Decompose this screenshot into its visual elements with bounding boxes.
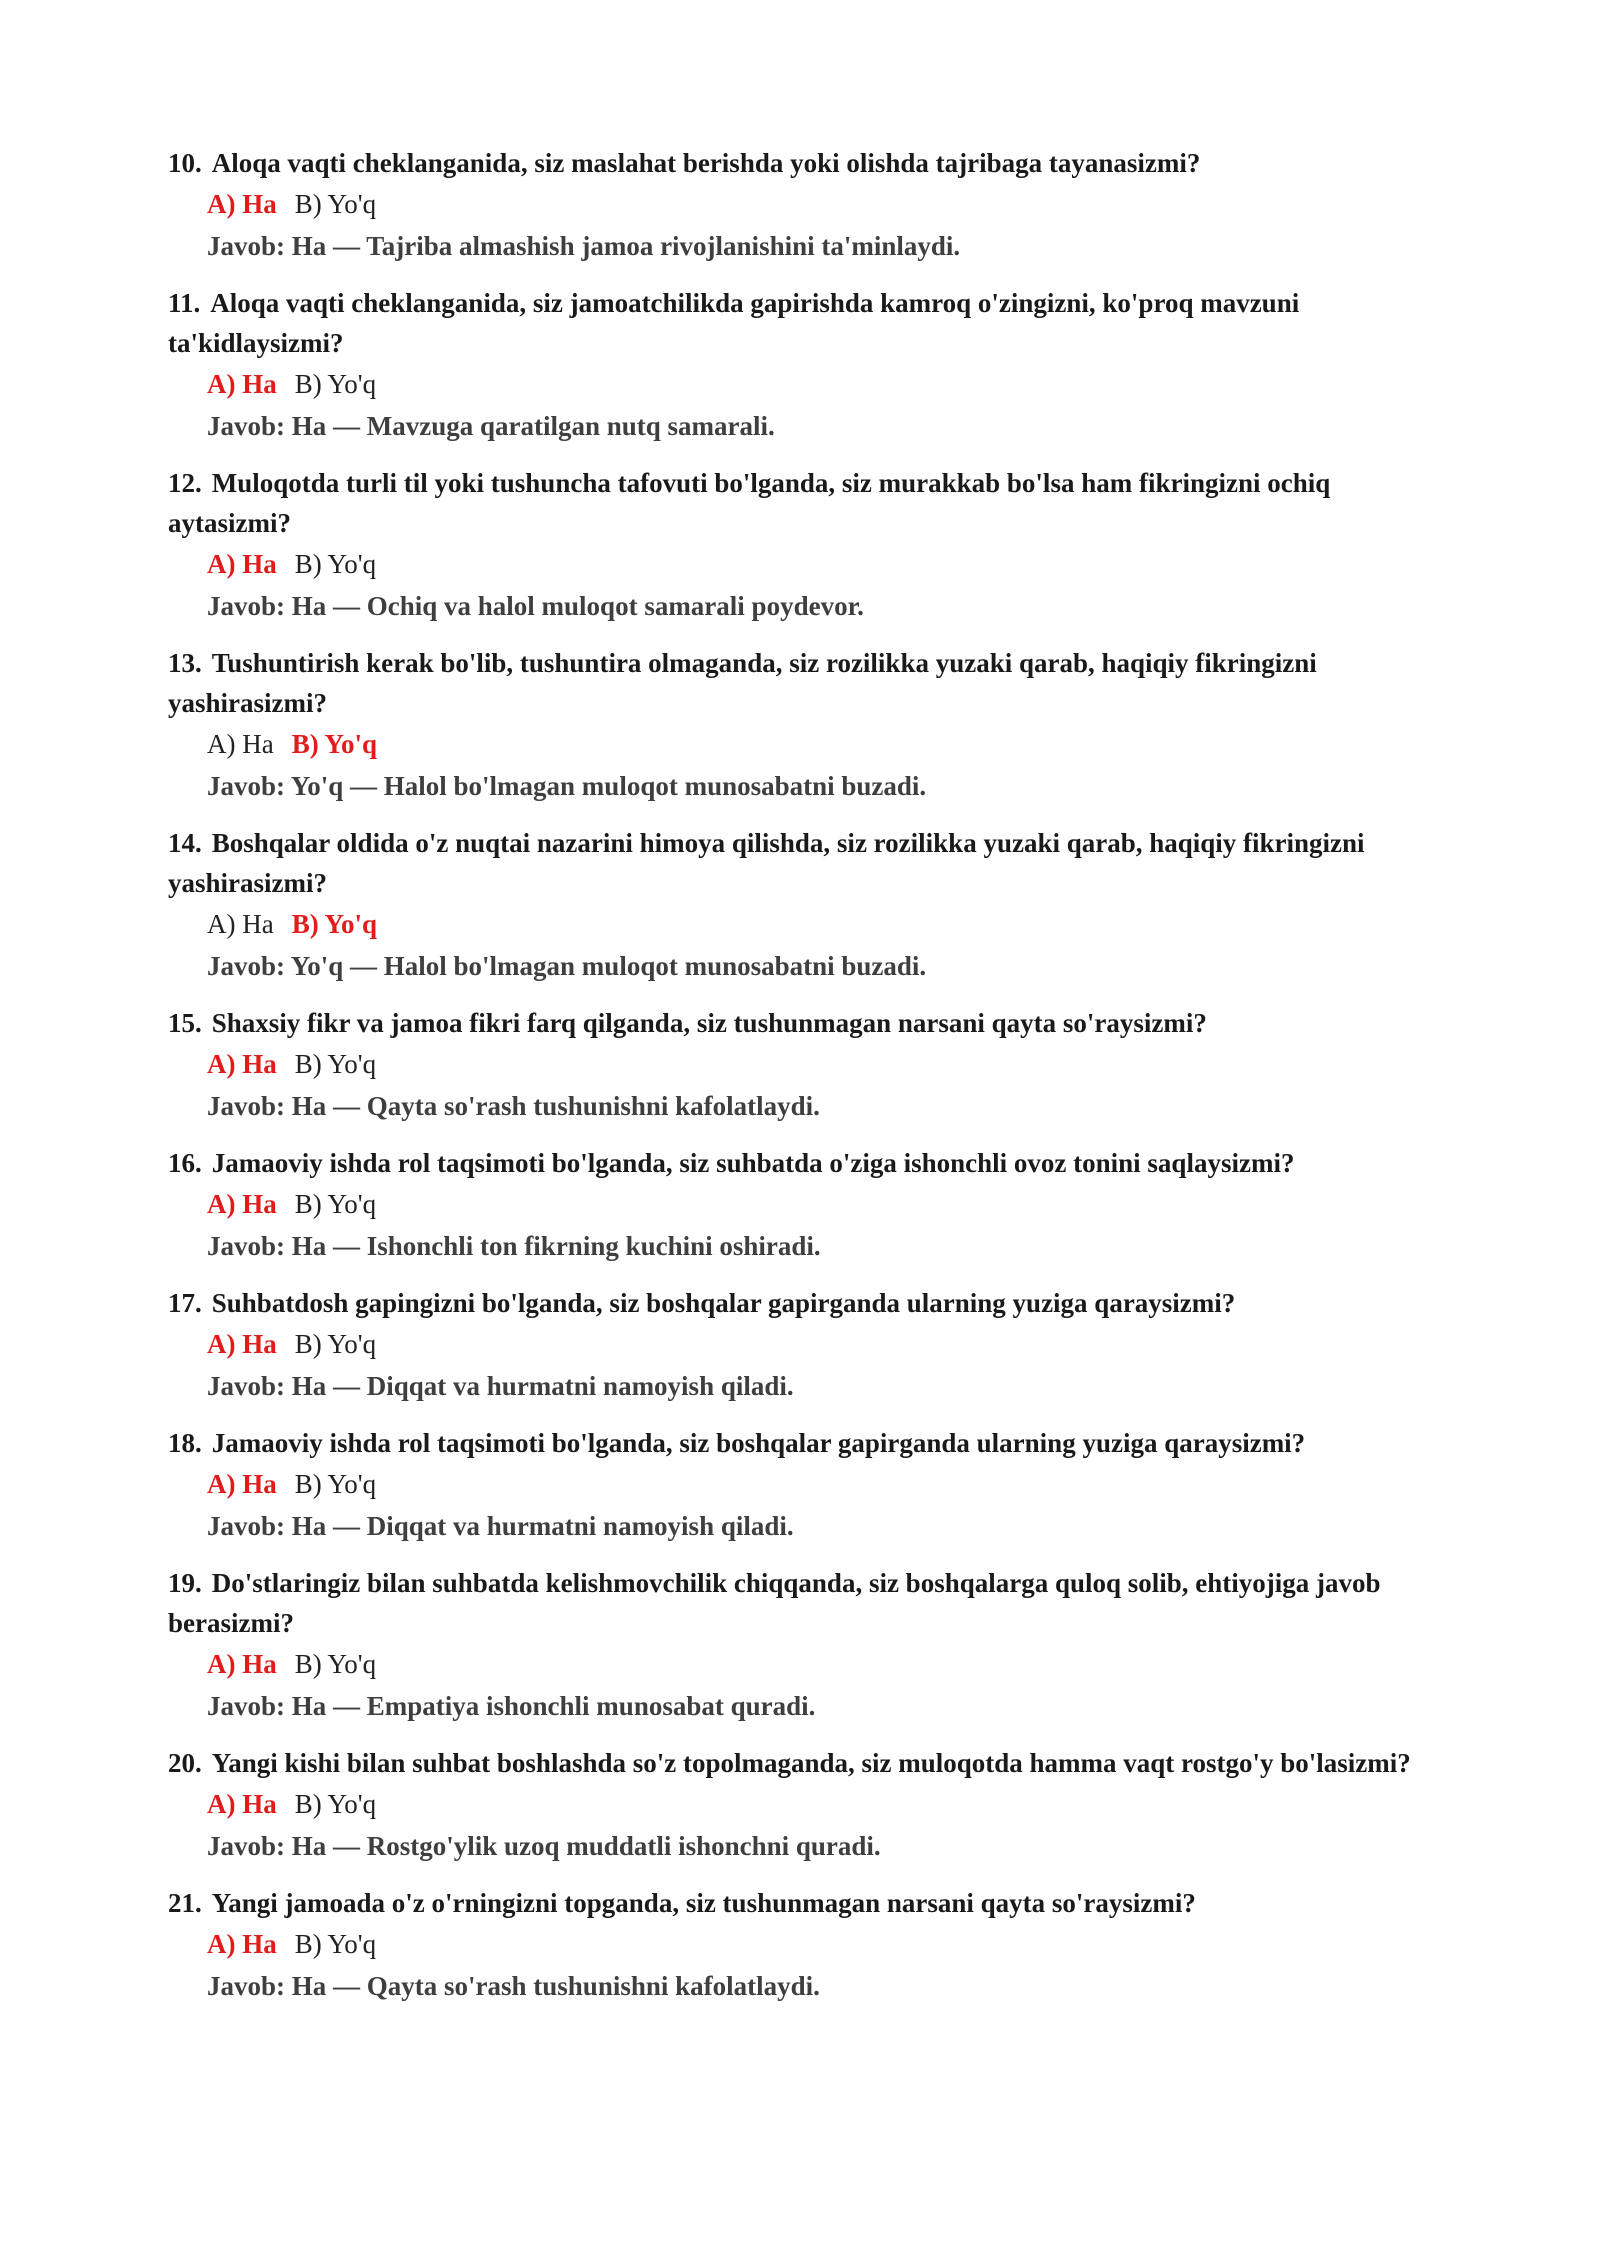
option-b: B) Yo'q <box>294 1329 377 1359</box>
question-text <box>168 1563 1440 1643</box>
question-text <box>168 143 1440 183</box>
option-a: A) Ha <box>207 1189 277 1219</box>
option-b: B) Yo'q <box>294 189 377 219</box>
question-body: Muloqotda turli til yoki tushuncha tafovuti bo'lganda, siz murakkab bo'lsa ham fikringizni ochiq aytasizmi? <box>168 468 1331 538</box>
question-text <box>168 1283 1440 1323</box>
answer-options <box>168 1643 1440 1685</box>
answer-explanation: Javob: Ha — Rostgo'ylik uzoq muddatli ishonchni quradi. <box>207 1831 881 1861</box>
option-b: B) Yo'q <box>294 1789 377 1819</box>
question-body: Shaxsiy fikr va jamoa fikri farq qilganda, siz tushunmagan narsani qayta so'raysizmi? <box>211 1008 1207 1038</box>
option-b: B) Yo'q <box>294 1649 377 1679</box>
question-item <box>168 283 1440 447</box>
question-body: Do'stlaringiz bilan suhbatda kelishmovchilik chiqqanda, siz boshqalarga quloq solib, ehtiyojiga javob berasizmi? <box>168 1568 1381 1638</box>
answer-explanation: Javob: Yo'q — Halol bo'lmagan muloqot munosabatni buzadi. <box>207 951 927 981</box>
question-body: Yangi kishi bilan suhbat boshlashda so'z topolmaganda, siz muloqotda hamma vaqt rostgo'y bo'lasizmi? <box>211 1748 1411 1778</box>
option-a: A) Ha <box>207 549 277 579</box>
answer-explanation: Javob: Ha — Qayta so'rash tushunishni kafolatlaydi. <box>207 1971 820 2001</box>
question-text <box>168 823 1440 903</box>
question-text <box>168 1143 1440 1183</box>
option-b: B) Yo'q <box>294 1929 377 1959</box>
question-item <box>168 1743 1440 1867</box>
option-a: A) Ha <box>207 729 274 759</box>
option-a: A) Ha <box>207 1789 277 1819</box>
question-item <box>168 1143 1440 1267</box>
answer-options <box>168 1043 1440 1085</box>
answer-options <box>168 363 1440 405</box>
question-text <box>168 1423 1440 1463</box>
option-a: A) Ha <box>207 1649 277 1679</box>
option-a: A) Ha <box>207 1049 277 1079</box>
answer-explanation: Javob: Ha — Ochiq va halol muloqot samarali poydevor. <box>207 591 864 621</box>
question-number: 12. <box>168 468 202 498</box>
question-item <box>168 1883 1440 2007</box>
answer-explanation: Javob: Ha — Mavzuga qaratilgan nutq samarali. <box>207 411 775 441</box>
option-a: A) Ha <box>207 1329 277 1359</box>
question-number: 14. <box>168 828 202 858</box>
question-body: Jamaoviy ishda rol taqsimoti bo'lganda, siz suhbatda o'ziga ishonchli ovoz tonini saqlaysizmi? <box>211 1148 1295 1178</box>
question-item <box>168 1563 1440 1727</box>
answer-options <box>168 1783 1440 1825</box>
question-number: 17. <box>168 1288 202 1318</box>
answer-options <box>168 723 1440 765</box>
answer-explanation: Javob: Ha — Diqqat va hurmatni namoyish qiladi. <box>207 1511 794 1541</box>
question-list <box>168 143 1440 2007</box>
question-number: 16. <box>168 1148 202 1178</box>
answer-explanation: Javob: Ha — Ishonchli ton fikrning kuchini oshiradi. <box>207 1231 821 1261</box>
answer-options <box>168 1323 1440 1365</box>
question-number: 13. <box>168 648 202 678</box>
answer-options <box>168 1463 1440 1505</box>
option-b: B) Yo'q <box>294 1189 377 1219</box>
question-number: 18. <box>168 1428 202 1458</box>
question-body: Aloqa vaqti cheklanganida, siz jamoatchilikda gapirishda kamroq o'zingizni, ko'proq mavzuni ta'kidlaysizmi? <box>168 288 1300 358</box>
question-text <box>168 1883 1440 1923</box>
option-b: B) Yo'q <box>294 1049 377 1079</box>
question-number: 19. <box>168 1568 202 1598</box>
question-number: 15. <box>168 1008 202 1038</box>
answer-explanation: Javob: Ha — Tajriba almashish jamoa rivojlanishini ta'minlaydi. <box>207 231 961 261</box>
answer-explanation: Javob: Ha — Qayta so'rash tushunishni kafolatlaydi. <box>207 1091 820 1121</box>
question-number: 21. <box>168 1888 202 1918</box>
option-b: B) Yo'q <box>291 909 378 939</box>
question-number: 11. <box>168 288 201 318</box>
question-item <box>168 1283 1440 1407</box>
answer-explanation: Javob: Yo'q — Halol bo'lmagan muloqot munosabatni buzadi. <box>207 771 927 801</box>
answer-options <box>168 1923 1440 1965</box>
question-item <box>168 643 1440 807</box>
question-body: Yangi jamoada o'z o'rningizni topganda, siz tushunmagan narsani qayta so'raysizmi? <box>211 1888 1196 1918</box>
answer-explanation: Javob: Ha — Diqqat va hurmatni namoyish qiladi. <box>207 1371 794 1401</box>
question-text <box>168 1743 1440 1783</box>
question-body: Jamaoviy ishda rol taqsimoti bo'lganda, siz boshqalar gapirganda ularning yuziga qaraysizmi? <box>211 1428 1306 1458</box>
question-item <box>168 1423 1440 1547</box>
option-a: A) Ha <box>207 909 274 939</box>
answer-options <box>168 543 1440 585</box>
question-number: 20. <box>168 1748 202 1778</box>
question-body: Tushuntirish kerak bo'lib, tushuntira olmaganda, siz rozilikka yuzaki qarab, haqiqiy fikringizni yashirasizmi? <box>168 648 1317 718</box>
question-item <box>168 823 1440 987</box>
option-b: B) Yo'q <box>294 1469 377 1499</box>
question-item <box>168 143 1440 267</box>
question-number: 10. <box>168 148 202 178</box>
answer-options <box>168 903 1440 945</box>
question-body: Aloqa vaqti cheklanganida, siz maslahat berishda yoki olishda tajribaga tayanasizmi? <box>211 148 1201 178</box>
question-body: Boshqalar oldida o'z nuqtai nazarini himoya qilishda, siz rozilikka yuzaki qarab, haqiqiy fikringizni yashirasizmi? <box>168 828 1365 898</box>
option-b: B) Yo'q <box>294 369 377 399</box>
question-item <box>168 463 1440 627</box>
option-a: A) Ha <box>207 1469 277 1499</box>
question-body: Suhbatdosh gapingizni bo'lganda, siz boshqalar gapirganda ularning yuziga qaraysizmi? <box>211 1288 1236 1318</box>
option-b: B) Yo'q <box>291 729 378 759</box>
option-a: A) Ha <box>207 189 277 219</box>
option-a: A) Ha <box>207 369 277 399</box>
answer-options <box>168 1183 1440 1225</box>
question-text <box>168 283 1440 363</box>
question-text <box>168 1003 1440 1043</box>
answer-options <box>168 183 1440 225</box>
question-text <box>168 643 1440 723</box>
option-b: B) Yo'q <box>294 549 377 579</box>
answer-explanation: Javob: Ha — Empatiya ishonchli munosabat quradi. <box>207 1691 816 1721</box>
option-a: A) Ha <box>207 1929 277 1959</box>
question-text <box>168 463 1440 543</box>
question-item <box>168 1003 1440 1127</box>
